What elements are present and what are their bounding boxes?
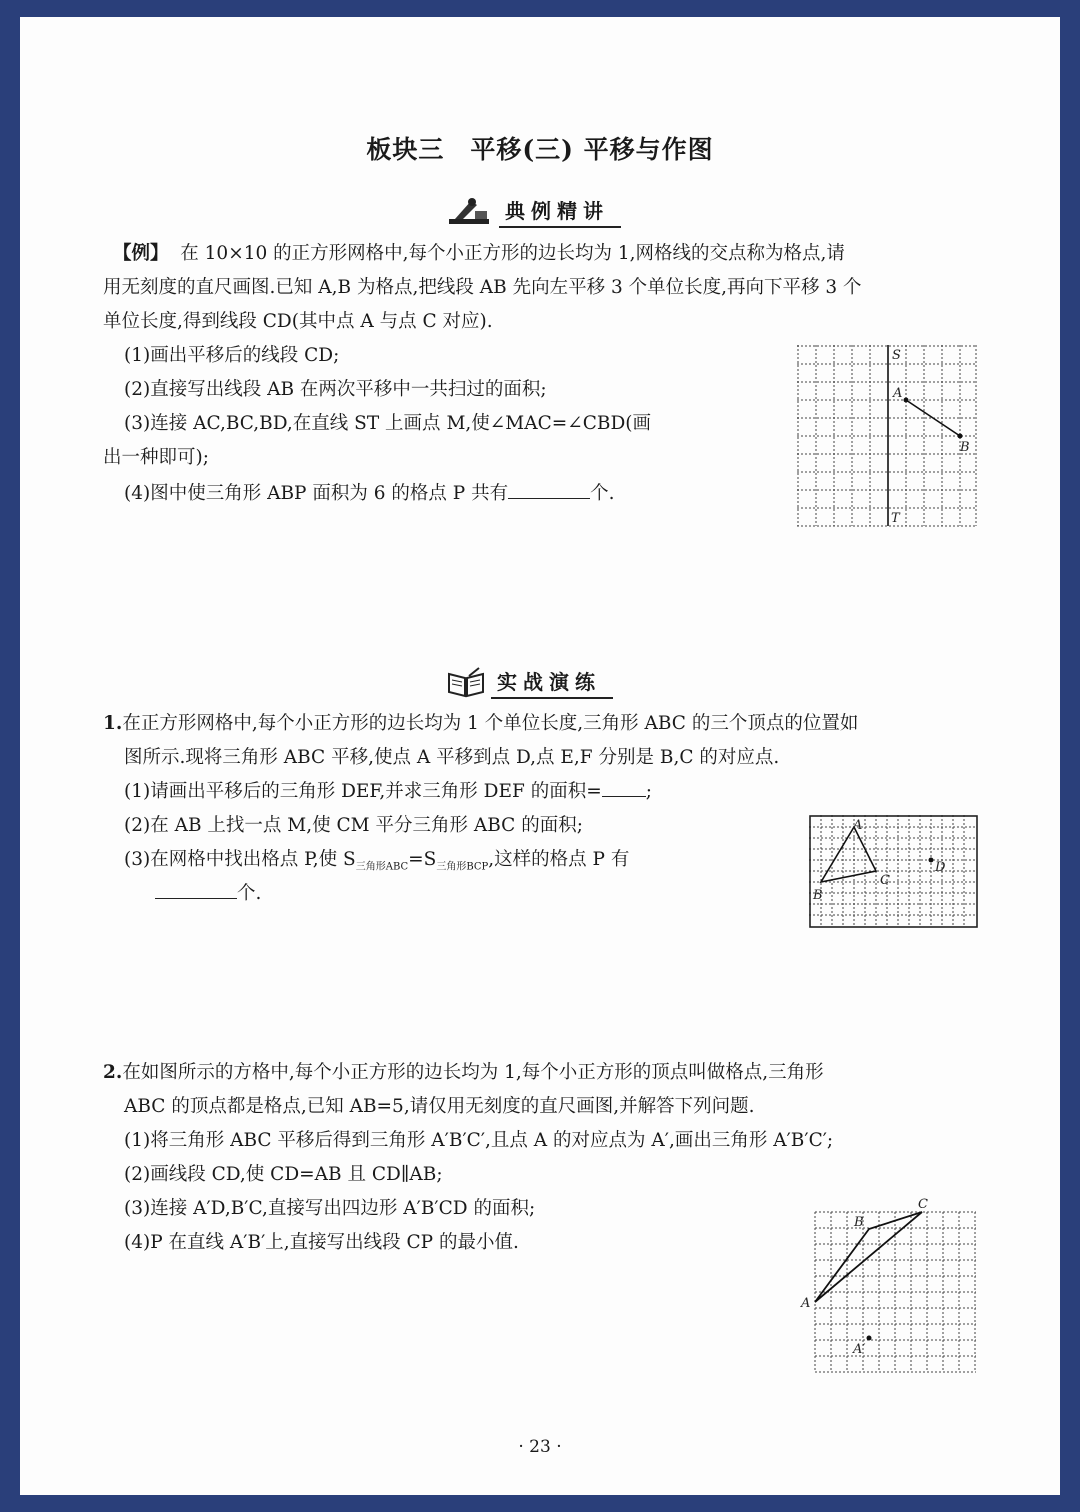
problem2-q3: (3)连接 A′D,B′C,直接写出四边形 A′B′CD 的面积; — [124, 1198, 536, 1219]
answer-blank[interactable] — [602, 776, 646, 797]
example-q2: (2)直接写出线段 AB 在两次平移中一共扫过的面积; — [124, 379, 547, 400]
book-icon — [445, 666, 487, 698]
problem1-grid-lines — [809, 815, 977, 927]
problem1-line-1 — [103, 707, 858, 741]
label-a: A — [893, 386, 903, 401]
triangle-abc — [821, 827, 876, 882]
problem2-q4: (4)P 在直线 A′B′上,直接写出线段 CP 的最小值. — [124, 1232, 519, 1253]
practice-banner-label: 实战演练 — [491, 666, 613, 699]
label-s: S — [892, 348, 901, 363]
problem2-q2: (2)画线段 CD,使 CD=AB 且 CD∥AB; — [124, 1164, 443, 1185]
point-b — [958, 434, 963, 439]
problem1-grid-figure — [809, 815, 979, 929]
example-tag: 【例】 — [113, 243, 169, 264]
example-q3b: 出一种即可); — [103, 447, 209, 468]
telescope-icon — [445, 195, 495, 227]
problem1-q3-a: (3)在网格中找出格点 P,使 S — [124, 849, 356, 870]
problem2-q1: (1)将三角形 ABC 平移后得到三角形 A′B′C′,且点 A 的对应点为 A′,画出三角形 A′B′C′; — [124, 1130, 834, 1151]
problem1-q1-text: (1)请画出平移后的三角形 DEF,并求三角形 DEF 的面积= — [124, 781, 602, 802]
example-line-3: 单位长度,得到线段 CD(其中点 A 与点 C 对应). — [103, 311, 493, 332]
problem2-line-2: ABC 的顶点都是格点,已知 AB=5,请仅用无刻度的直尺画图,并解答下列问题. — [124, 1096, 755, 1117]
label-a: A — [801, 1296, 811, 1311]
label-b: B — [854, 1215, 864, 1230]
label-c: C — [880, 873, 890, 888]
label-d: D — [935, 860, 946, 875]
example-q3a: (3)连接 AC,BC,BD,在直线 ST 上画点 M,使∠MAC=∠CBD(画 — [124, 413, 652, 434]
problem1-q3-sub1: 三角形ABC — [355, 861, 409, 873]
answer-blank[interactable] — [508, 478, 590, 499]
example-line-1 — [113, 237, 845, 271]
example-banner — [445, 195, 621, 227]
problem1-q2: (2)在 AB 上找一点 M,使 CM 平分三角形 ABC 的面积; — [124, 815, 583, 836]
example-banner-label: 典例精讲 — [499, 195, 621, 228]
point-a — [904, 398, 909, 403]
example-line-2: 用无刻度的直尺画图.已知 A,B 为格点,把线段 AB 先向左平移 3 个单位长度,再向下平移 3 个 — [103, 277, 862, 298]
example-q1: (1)画出平移后的线段 CD; — [124, 345, 340, 366]
problem2-text-1: 在如图所示的方格中,每个小正方形的边长均为 1,每个小正方形的顶点叫做格点,三角形 — [122, 1062, 824, 1083]
problem1-number: 1. — [103, 713, 123, 734]
answer-blank[interactable] — [155, 878, 237, 899]
example-q4-end: 个. — [590, 483, 615, 504]
label-t: T — [891, 511, 900, 526]
label-c: C — [918, 1197, 928, 1212]
problem1-text-1: 在正方形网格中,每个小正方形的边长均为 1 个单位长度,三角形 ABC 的三个顶点的位置如 — [122, 713, 859, 734]
problem1-q1-end: ; — [645, 781, 652, 802]
problem1-q3-mid: =S — [408, 849, 437, 870]
label-b: B — [960, 440, 970, 455]
problem1-line-2: 图所示.现将三角形 ABC 平移,使点 A 平移到点 D,点 E,F 分别是 B,C 的对应点. — [124, 747, 780, 768]
point-d — [929, 858, 934, 863]
page-title: 板块三 平移(三) 平移与作图 — [366, 135, 714, 164]
example-grid-figure — [797, 345, 979, 527]
page-number: · 23 · — [518, 1437, 562, 1457]
example-q4-text: (4)图中使三角形 ABP 面积为 6 的格点 P 共有 — [124, 483, 509, 504]
problem2-line-1 — [103, 1056, 824, 1090]
problem1-q3-line-2 — [155, 877, 261, 911]
label-b: B — [813, 888, 823, 903]
problem2-grid-figure — [800, 1196, 980, 1376]
practice-banner — [445, 666, 613, 698]
label-a: A — [853, 818, 863, 833]
problem1-q3-end: 个. — [237, 883, 262, 904]
example-grid-lines — [797, 345, 977, 526]
example-text-1: 在 10×10 的正方形网格中,每个小正方形的边长均为 1,网格线的交点称为格点,请 — [180, 243, 845, 264]
problem2-grid-lines — [815, 1212, 976, 1372]
problem1-q3-b: ,这样的格点 P 有 — [488, 849, 630, 870]
point-a-prime — [867, 1336, 872, 1341]
example-q4 — [124, 477, 615, 511]
problem1-q1 — [124, 775, 652, 809]
problem2-number: 2. — [103, 1062, 123, 1083]
label-a-prime: A′ — [853, 1342, 866, 1357]
problem1-q3-sub2: 三角形BCP — [436, 861, 489, 873]
